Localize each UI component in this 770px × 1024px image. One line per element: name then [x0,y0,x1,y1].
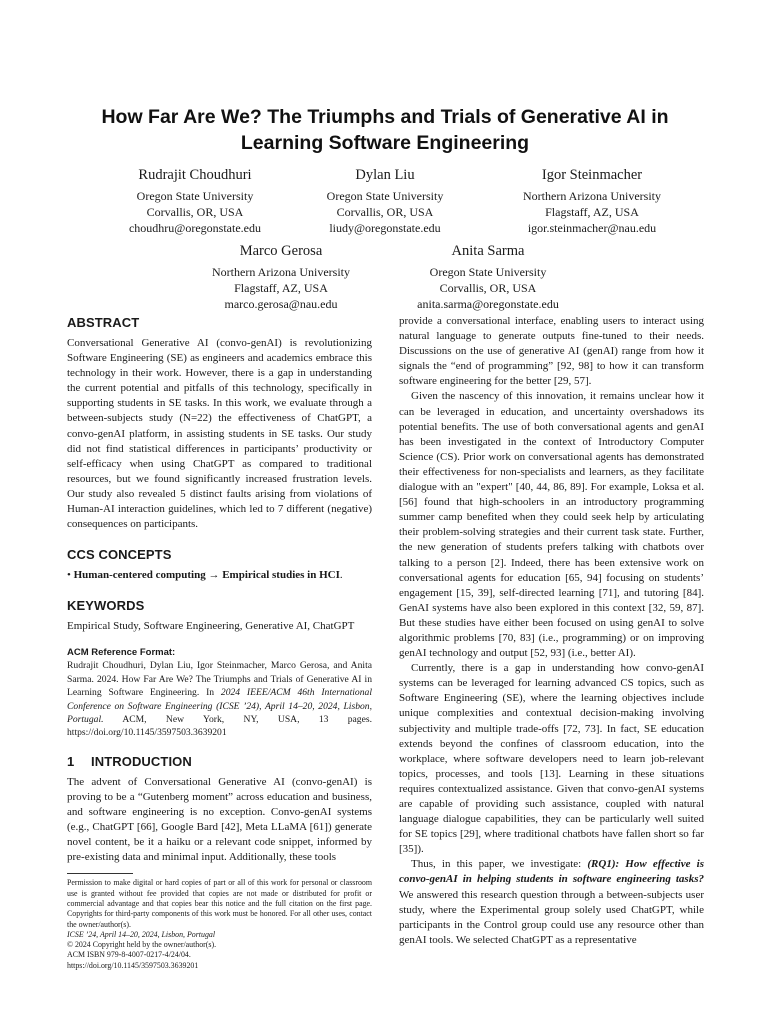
author-affiliation: Oregon State University [326,189,444,203]
acm-reference-venue: 2024 IEEE/ACM 46th International Conference on Software Engineering (ICSE ’24), April 14–20, 2024, Lisbon, Portugal. [67,687,372,725]
ccs-subconcept: Empirical studies in HCI [222,569,340,582]
ccs-end: . [339,569,343,582]
author-name: Marco Gerosa [239,243,323,259]
author-affiliation: Northern Arizona University [212,265,350,279]
keywords-heading: KEYWORDS [67,598,145,614]
author-name: Rudrajit Choudhuri [138,167,252,183]
abstract-text: Conversational Generative AI (convo-genAI) is revolutionizing Software Engineering (SE) as engineers and academics embrace this technology in their work. However, there is a gap in understanding the current potential and pitfalls of this technology, specifically in supporting students in SE tasks. In this work, we evaluate through a between-subjects study (N=22) the effectiveness of ChatGPT, a convo-genAI platform, in assisting students in SE tasks. Our study did not find statistical differences in participants’ productivity or self-efficacy when using ChatGPT as compared to traditional resources, but we found significantly increased frustration levels. Our study also revealed 5 distinct faults arising from violations of Human-AI interaction guidelines, which led to 7 different (negative) consequences on participants. [67,337,372,531]
author-location: Flagstaff, AZ, USA [234,281,328,295]
author-location: Corvallis, OR, USA [146,205,244,219]
intro-section-number: 1 [67,753,75,769]
author-block [176,242,386,312]
author-email[interactable]: liudy@oregonstate.edu [329,221,441,235]
author-location: Corvallis, OR, USA [336,205,434,219]
author-email[interactable]: choudhru@oregonstate.edu [128,221,261,235]
paper-title [40,104,730,156]
author-email[interactable]: anita.sarma@oregonstate.edu [417,297,559,311]
abstract-heading: ABSTRACT [67,315,140,330]
paper-title-line-1: How Far Are We? The Triumphs and Trials of Generative AI in [101,106,669,128]
author-block [90,166,300,236]
ccs-concept: Human-centered computing [73,569,206,582]
author-name: Igor Steinmacher [541,167,643,183]
intro-section-title: INTRODUCTION [91,753,192,769]
intro-right-paragraph-2: Given the nascency of this innovation, it remains unclear how it can be leveraged in education, and uncertainty overshadows its potential benefits. The use of both conversational agents and genAI has been investigated in the context of Introductory Computer Science (CS). Prior work on conversational agents has demonstrated their effectiveness for non-specialists and learners, as they facilitate dialogue with an "expert" [40, 44, 86, 89]. For example, Loksa et al. [56] found that high-schoolers in an introductory programming summer camp benefited when they could seek help by articulating their problem-solving strategies and their current task state. Further, the new generation of students prefers talking with chatbots over talking to a person [2]. Indeed, there has been extensive work on conversational agents for education [65, 94] focusing on students’ engagement [15, 39], self-directed learning [71], and tutoring [84]. GenAI systems have also been explored in this context [32, 59, 87]. But these studies have either been focused on using genAI to solve algorithmic problems [70, 83] (i.e., programming) or on improving genAI technology and output [52, 93] (i.e., better AI). [399,390,704,660]
author-affiliation: Northern Arizona University [523,189,661,203]
author-name: Dylan Liu [355,167,415,183]
author-block [280,166,490,236]
author-email[interactable]: marco.gerosa@nau.edu [224,297,338,311]
right-column [399,314,704,948]
acm-reference-publisher: ACM, New York, NY, USA, 13 pages. https://doi.org/10.1145/3597503.3639201 [67,713,372,739]
intro-heading [67,753,372,770]
author-location: Flagstaff, AZ, USA [545,205,639,219]
footnote-doi[interactable]: https://doi.org/10.1145/3597503.3639201 [67,960,199,970]
author-name: Anita Sarma [451,243,525,259]
paper-title-line-2: Learning Software Engineering [240,132,530,154]
acm-reference-heading: ACM Reference Format: [67,647,176,659]
author-email[interactable]: igor.steinmacher@nau.edu [527,221,657,235]
author-block [383,242,593,312]
intro-right-paragraph-3: Currently, there is a gap in understanding how convo-genAI systems can be leveraged for learning advanced CS topics, such as Software Engineering (SE), where the learning objectives include unique complexities and contextual decision-making involving subjectivity and multiple trade-offs [72, 73]. In fact, SE education extends beyond the confines of classroom education, into the workplace, where software developers need to learn job-relevant topics, processes, and tools [13]. Learning in these situations requires contextualized assistance. Given that convo-genAI systems are capable of providing such assistance, coupled with natural language dialogue capabilities, they can be particularly well suited for SE topics [29], where traditional chatbots have fallen short so far [35]). [399,662,704,856]
rq-lead: Thus, in this paper, we investigate: [411,858,588,871]
permission-footnote: Permission to make digital or hard copies of part or all of this work for personal or classroom use is granted without fee provided that copies are not made or distributed for profit or commercial advantage and that copies bear this notice and the full citation on the first page. Copyrights for third-party components of this work must be honored. For all other uses, contact the owner/author(s). [67,878,372,929]
author-block [487,166,697,236]
ccs-arrow: → [208,569,220,582]
author-affiliation: Oregon State University [136,189,254,203]
footnote-conference: ICSE ’24, April 14–20, 2024, Lisbon, Portugal [67,929,216,939]
footnote-rule [67,873,133,874]
keywords-text: Empirical Study, Software Engineering, Generative AI, ChatGPT [67,620,355,633]
ccs-heading: CCS CONCEPTS [67,547,172,563]
ccs-bullet: • [67,569,71,582]
author-affiliation: Oregon State University [429,265,547,279]
intro-right-paragraph-1: provide a conversational interface, enabling users to interact using natural language to generate outputs fine-tuned to their needs. Discussions on the use of generative AI (genAI) range from how it signals the “end of programming” [92, 98] to how it can transform software engineering for the better [29, 57]. [399,315,704,388]
footnote-isbn: ACM ISBN 979-8-4007-0217-4/24/04. [67,950,191,960]
intro-right-paragraph-4 [399,857,704,948]
ccs-concepts [67,568,372,583]
left-column [67,314,372,971]
research-question-1: (RQ1): How effective is convo-genAI in helping students in software engineering tasks? [399,858,704,886]
footnote-copyright: © 2024 Copyright held by the owner/author(s). [67,940,217,950]
rq-rest: We answered this research question through a between-subjects user study, where the Experimental group solely used ChatGPT, while participants in the Control group could use any resource other than genAI tools. We selected ChatGPT as a representative [399,888,704,946]
acm-reference-authors: Rudrajit Choudhuri, Dylan Liu, Igor Steinmacher, Marco Gerosa, and Anita Sarma. 2024. How Far Are We? The Triumphs and Trials of Generative AI in Learning Software Engineering. In [67,660,372,699]
author-location: Corvallis, OR, USA [439,281,537,295]
acm-reference-text [67,659,372,739]
intro-paragraph-1: The advent of Conversational Generative AI (convo-genAI) is proving to be a “Gutenberg moment” across education and business, and software engineering is no exception. Convo-genAI systems (e.g., ChatGPT [66], Google Bard [42], Meta LLaMA [61]) generate novel content, be it a haiku or a relevant code snippet, informed by pre-existing data and minimal input. Additionally, these tools [67,775,372,864]
